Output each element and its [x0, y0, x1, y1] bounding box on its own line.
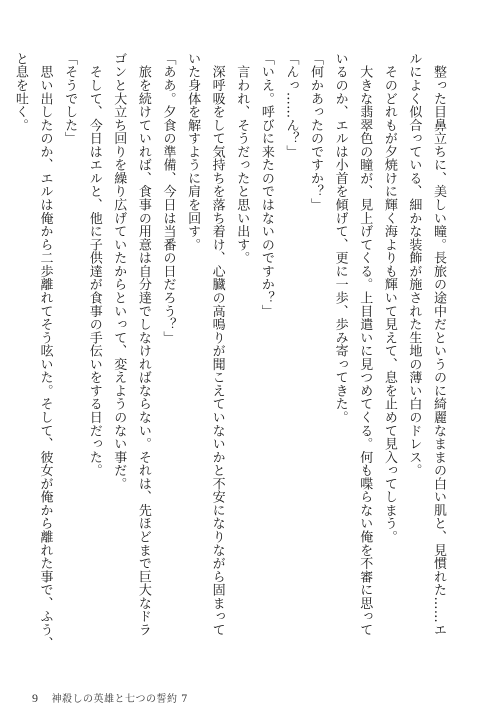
- text-line: 思い出したのか、エルは俺から二歩離れてそう呟いた。そして、彼女が俺から離れた事で、ふう、: [37, 52, 53, 650]
- text-line: 大きな翡翠色の瞳が、見上げてくる。上目遣いに見つめてくる。何も喋らない俺を不審に思って: [357, 52, 373, 637]
- text-line: 「何かあったのですか？」: [308, 52, 324, 212]
- text-line: いた身体を解すように肩を回す。: [185, 52, 201, 252]
- text-line: ルによく似合っている、細かな装飾が施された生地の薄い白のドレス。: [406, 52, 422, 477]
- text-line: 旅を続けていれば、食事の用意は自分達でしなければならない。それは、先ほどまで巨大なドラ: [135, 52, 151, 637]
- page-number: 9: [32, 691, 38, 705]
- text-line: そのどれもが夕焼けに輝く海よりも輝いて見えて、息を止めて見入ってしまう。: [381, 52, 397, 544]
- text-line: そして、今日はエルと、他に子供達が食事の手伝いをする日だった。: [86, 52, 102, 477]
- text-line: 「ああ。夕食の準備、今日は当番の日だろう？」: [160, 52, 176, 345]
- text-line: 深呼吸をして気持ちを落ち着け、心臓の高鳴りが聞こえていないかと不安になりながら固まって: [209, 52, 225, 637]
- text-line: 「そうでした」: [62, 52, 78, 145]
- vertical-body-text: [7, 52, 450, 652]
- text-line: いるのか、エルは小首を傾げて、更に一歩、歩み寄ってきた。: [332, 52, 348, 424]
- text-line: と息を吐く。: [12, 52, 28, 132]
- running-title: 神殺しの英雄と七つの誓約 7: [51, 694, 189, 705]
- text-line: ゴンと大立ち回りを繰り広げていたからといって、変えようのない事だ。: [111, 52, 127, 491]
- text-line: 整った目鼻立ちに、美しい瞳。長旅の途中だというのに綺麗なままの白い肌と、見慣れた……エ: [431, 52, 446, 637]
- page-footer: [32, 690, 188, 706]
- text-line: 「いえ。呼びに来たのではないのですか？」: [258, 52, 274, 318]
- text-line: 「んっ……ん？」: [283, 52, 299, 159]
- text-line: 言われ、そうだったと思い出す。: [234, 52, 250, 265]
